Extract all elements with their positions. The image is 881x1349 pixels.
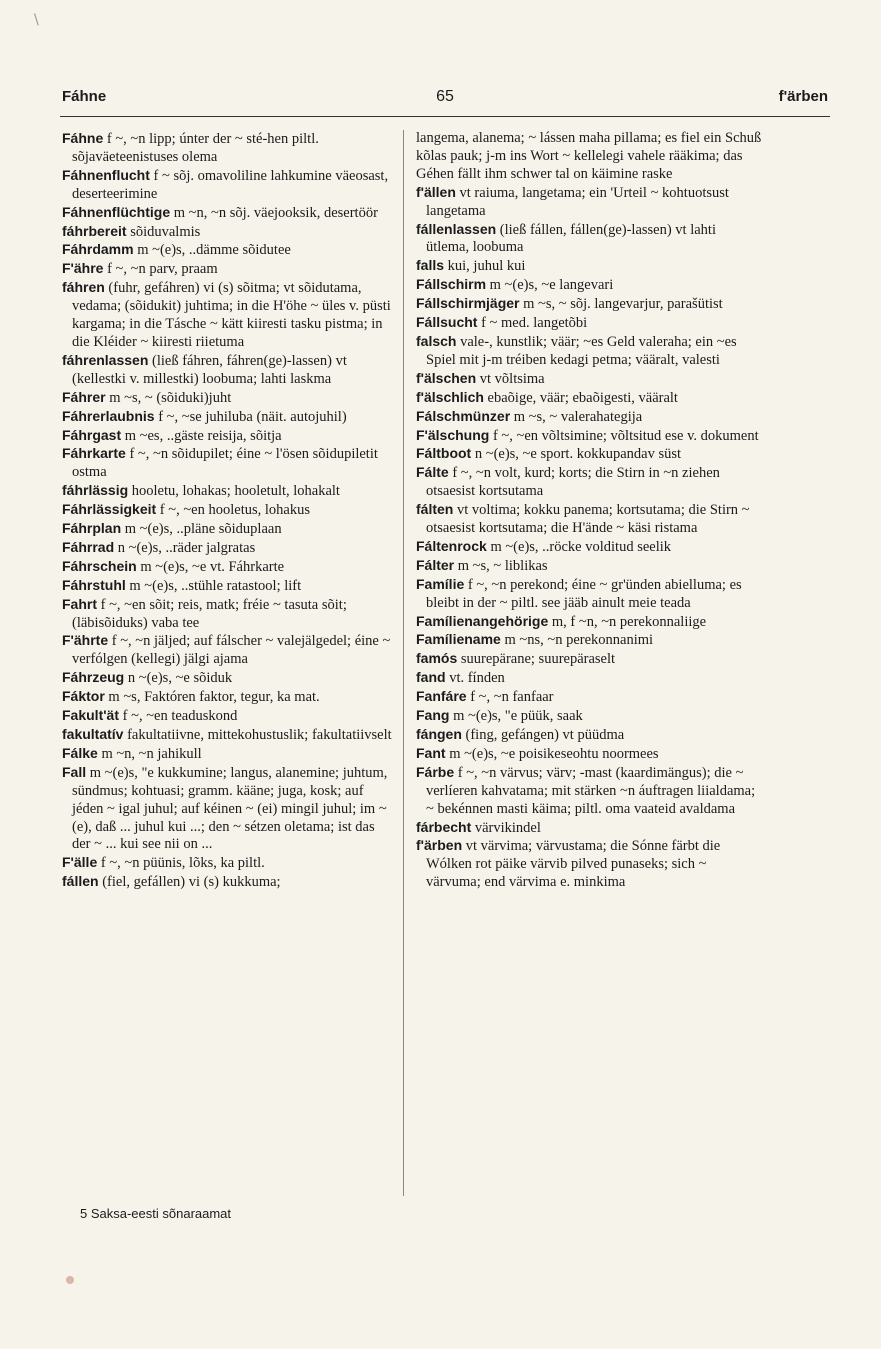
dictionary-entry: Fang m ~(e)s, "e püük, saak: [416, 707, 583, 725]
dictionary-entry: Fall m ~(e)s, "e kukkumine; langus, alanemine; juhtum, sündmus; kohtuasi; gramm. kääne; juga, kosk; auf jéden ~ igal juhul; auf kéinen ~ (ei) mingil juhul; im ~(e), daß ... juhul kui ...; den ~ sétzen oletama; ist das der ~ ... kui see nii on ...: [62, 763, 388, 853]
paper-spot: [66, 1276, 74, 1284]
dictionary-entry: Fáltenrock m ~(e)s, ..röcke volditud seelik: [416, 537, 672, 555]
header-first-word: Fáhne: [62, 88, 107, 105]
dictionary-entry: Fáhrschein m ~(e)s, ~e vt. Fáhrkarte: [62, 557, 285, 575]
dictionary-entry: Fáhnenflucht f ~ sõj. omavoliline lahkumine väeosast, deserteerimine: [62, 166, 389, 202]
footer-signature: 5 Saksa-eesti sõnaraamat: [80, 1206, 232, 1221]
dictionary-entry: fáhrenlassen (ließ fáhren, fáhren(ge)-lassen) vt (kellestki v. millestki) loobuma; lahti laskma: [62, 351, 347, 387]
dictionary-entry: f'ärben vt värvima; värvustama; die Sónne färbt die Wólken rot päike värvib pilved punaseks; sich ~ värvuma; end värvima e. minkima: [416, 837, 721, 891]
page-number: 65: [436, 88, 454, 105]
dictionary-entry: Fáltboot n ~(e)s, ~e sport. kokkupandav süst: [416, 445, 682, 463]
dictionary-entry: langema, alanema; ~ lássen maha pillama; es fiel ein Schuß kõlas pauk; j-m ins Wort ~ kellelegi vahele rääkima; das Géhen fällt ihm schwer tal on käimine raske: [416, 130, 762, 182]
dictionary-entry: Fáhnenflüchtige m ~n, ~n sõj. väejooksik, desertöör: [62, 203, 378, 221]
dictionary-entry: Fáhrerlaubnis f ~, ~se juhiluba (näit. autojuhil): [62, 407, 347, 425]
dictionary-entry: Fant m ~(e)s, ~e poisikeseohtu noormees: [416, 744, 659, 762]
dictionary-entry: falsch vale-, kunstlik; väär; ~es Geld valeraha; ein ~es Spiel mit j-m tréiben kedagi petma; vääralt, valesti: [416, 332, 737, 368]
dictionary-entry: Fálke m ~n, ~n jahikull: [62, 744, 202, 762]
dictionary-entry: fand vt. fínden: [416, 669, 505, 687]
dictionary-entry: Fáhrrad n ~(e)s, ..räder jalgratas: [62, 538, 256, 556]
dictionary-entry: F'ährte f ~, ~n jäljed; auf fálscher ~ valejälgedel; éine ~ verfólgen (kellegi) jälgi ajama: [62, 632, 391, 668]
dictionary-entry: F'älschung f ~, ~en võltsimine; võltsitud ese v. dokument: [416, 426, 759, 444]
dictionary-entry: Fáhrdamm m ~(e)s, ..dämme sõidutee: [62, 241, 291, 259]
dictionary-entry: Fáhrer m ~s, ~ (sõiduki)juht: [62, 388, 232, 406]
dictionary-entry: fáhren (fuhr, gefáhren) vi (s) sõitma; vt sõidutama, vedama; (sõidukit) juhtima; in die H'öhe ~ üles v. püsti kargama; in die Tásche ~ kätt kiiresti tasku pistma; in die Kléider ~ kiiresti riietuma: [62, 279, 391, 350]
dictionary-entry: Fanfáre f ~, ~n fanfaar: [416, 688, 554, 706]
dictionary-entry: Fakult'ät f ~, ~en teaduskond: [62, 707, 238, 725]
header-last-word: f'ärben: [778, 88, 828, 105]
dictionary-entry: Fáhrlässigkeit f ~, ~en hooletus, lohakus: [62, 501, 310, 519]
dictionary-entry: Famílienangehörige m, f ~n, ~n perekonnaliige: [416, 612, 707, 630]
dictionary-entry: Fálschmünzer m ~s, ~ valerahategija: [416, 407, 643, 425]
dictionary-entry: Fáhne f ~, ~n lipp; únter der ~ sté-hen piltl. sõjaväeteenistuses olema: [62, 130, 319, 165]
dictionary-entry: Fáhrzeug n ~(e)s, ~e sõiduk: [62, 669, 233, 687]
left-column: [62, 130, 394, 892]
dictionary-entry: Fárbe f ~, ~n värvus; värv; -mast (kaardimängus); die ~ verlíeren kahvatama; mit stärken ~n áuftragen liialdama; ~ bekénnen masti käima; piltl. oma vaateid avaldama: [416, 763, 756, 817]
dictionary-entry: Fállschirmjäger m ~s, ~ sõj. langevarjur, parašütist: [416, 295, 723, 313]
page-mark: \: [34, 12, 39, 28]
dictionary-entry: Fáhrplan m ~(e)s, ..pläne sõiduplaan: [62, 520, 282, 538]
dictionary-entry: Fáhrgast m ~es, ..gäste reisija, sõitja: [62, 426, 282, 444]
dictionary-entry: fakultatív fakultatiivne, mittekohustuslik; fakultatiivselt: [62, 726, 392, 743]
dictionary-entry: f'ällen vt raiuma, langetama; ein 'Urteil ~ kohtuotsust langetama: [416, 183, 729, 219]
dictionary-entry: fállen (fiel, gefállen) vi (s) kukkuma;: [62, 873, 281, 891]
dictionary-entry: Famílie f ~, ~n perekond; éine ~ gr'ünden abielluma; es bleibt in der ~ piltl. see jääb ainult meie teada: [416, 575, 742, 611]
dictionary-entry: Fáhrstuhl m ~(e)s, ..stühle ratastool; lift: [62, 576, 302, 594]
dictionary-entry: f'älschlich ebaõige, väär; ebaõigesti, vääralt: [416, 388, 678, 406]
dictionary-entry: Fahrt f ~, ~en sõit; reis, matk; fréie ~ tasuta sõit; (läbisõiduks) vaba tee: [62, 595, 347, 631]
dictionary-entry: Fállschirm m ~(e)s, ~e langevari: [416, 276, 614, 294]
dictionary-entry: falls kui, juhul kui: [416, 257, 526, 275]
dictionary-entry: Famíliename m ~ns, ~n perekonnanimi: [416, 631, 654, 649]
dictionary-entry: fállenlassen (ließ fállen, fállen(ge)-lassen) vt lahti ütlema, loobuma: [416, 220, 716, 256]
right-column: [416, 130, 762, 892]
page-header: [62, 88, 828, 110]
header-rule: [60, 116, 830, 117]
dictionary-entry: F'älle f ~, ~n püünis, lõks, ka piltl.: [62, 854, 265, 872]
dictionary-entry: Fállsucht f ~ med. langetõbi: [416, 314, 588, 332]
dictionary-entry: fángen (fing, gefángen) vt püüdma: [416, 726, 625, 743]
dictionary-entry: famós suurepärane; suurepäraselt: [416, 650, 616, 668]
dictionary-entry: F'ähre f ~, ~n parv, praam: [62, 260, 218, 278]
dictionary-entry: Fálter m ~s, ~ liblikas: [416, 556, 548, 574]
dictionary-entry: fáhrlässig hooletu, lohakas; hooletult, lohakalt: [62, 482, 340, 500]
dictionary-entry: fáhrbereit sõiduvalmis: [62, 222, 201, 240]
dictionary-entry: Fáhrkarte f ~, ~n sõidupilet; éine ~ l'ösen sõidupiletit ostma: [62, 445, 378, 481]
dictionary-entry: Fáktor m ~s, Faktóren faktor, tegur, ka mat.: [62, 688, 320, 706]
dictionary-entry: f'älschen vt võltsima: [416, 369, 545, 387]
dictionary-entry: fálten vt voltima; kokku panema; kortsutama; die Stirn ~ otsaesist kortsutama; die H'ände ~ käsi ristama: [416, 501, 750, 537]
dictionary-entry: fárbecht värvikindel: [416, 818, 541, 836]
dictionary-entry: Fálte f ~, ~n volt, kurd; korts; die Stirn in ~n ziehen otsaesist kortsutama: [416, 464, 720, 500]
column-divider: [403, 130, 404, 1196]
